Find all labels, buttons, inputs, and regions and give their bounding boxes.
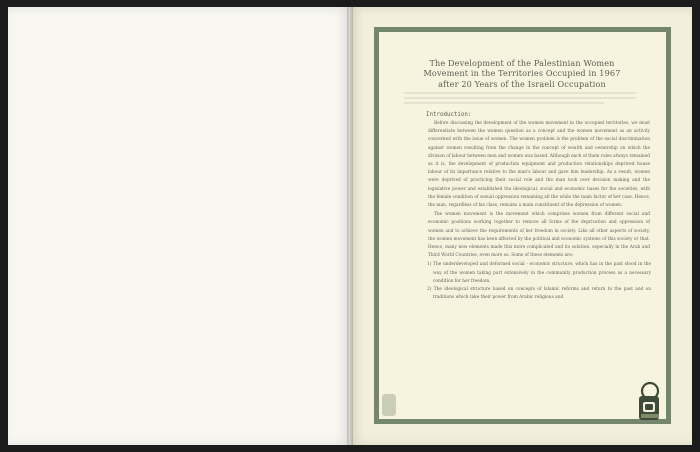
book-gutter [347,7,353,445]
elements-list [427,261,651,302]
title-line-1: The Development of the Palestinian Women [429,58,615,68]
title-line-3: after 20 Years of the Israeli Occupation [438,78,606,89]
paragraph-2 [428,211,650,260]
faint-seal-icon [380,392,398,418]
paragraph-2-text: The women movement is the movement which comprises women from different social and economic positions working together to remove all forms of the deprivation and oppression of women and to achieve the requirements of her freedom in society. Like all other aspects of society, the women movement has been affected by the political and economic systems of this society or that. Hence, many new elements made this more complicated and its solution, especially in the Arab and Third World Countries, even more so. Some of these elements are: [428,212,650,259]
title-line-2: Movement in the Territories Occupied in 1967 [423,68,621,79]
introduction-heading: Introduction: [426,112,472,119]
show-through-text [404,91,636,108]
women-fist-emblem-icon [637,382,663,422]
list-item-2: 2) The ideological structure based on concepts of Islamic reforms and return to the past and on traditions which take their power from Arabic religious and [427,287,651,301]
left-page-blank [8,7,350,445]
page-content [394,58,650,413]
paragraph-1 [428,120,650,210]
paragraph-1-text: Before discussing the development of the women movement in the occupied territories, we must differentiate between the women question as a concept and the women movement as an activity concerned with the issue of women. The women problem is the problem of the social discrimination against women resulting from the change in the concept of wealth and ownership on which the division of labour between men and women was based. Although each of them rules always remained as it is, the development of production equipment and production relationships deprived house labour of its importance relative to the man's labour and gave him leadership. As a result, women were deprived of practicing their social role and the man took over decision making and the legislative power and established the ideological, social and economic bases for the societies, with the female condition of sexual oppression remaining all the while the main factor of her case. Hence, the man, regardless of his class, remains a main constituent of the depression of women. [428,121,650,209]
document-title [394,58,650,89]
show-through-lines [404,91,636,105]
list-item-1: 1) The underdeveloped and deformed social - economic structure, which has in the past stood in the way of the women taking part extensively in the community production process as a necessary condition for her freedom. [427,262,651,284]
